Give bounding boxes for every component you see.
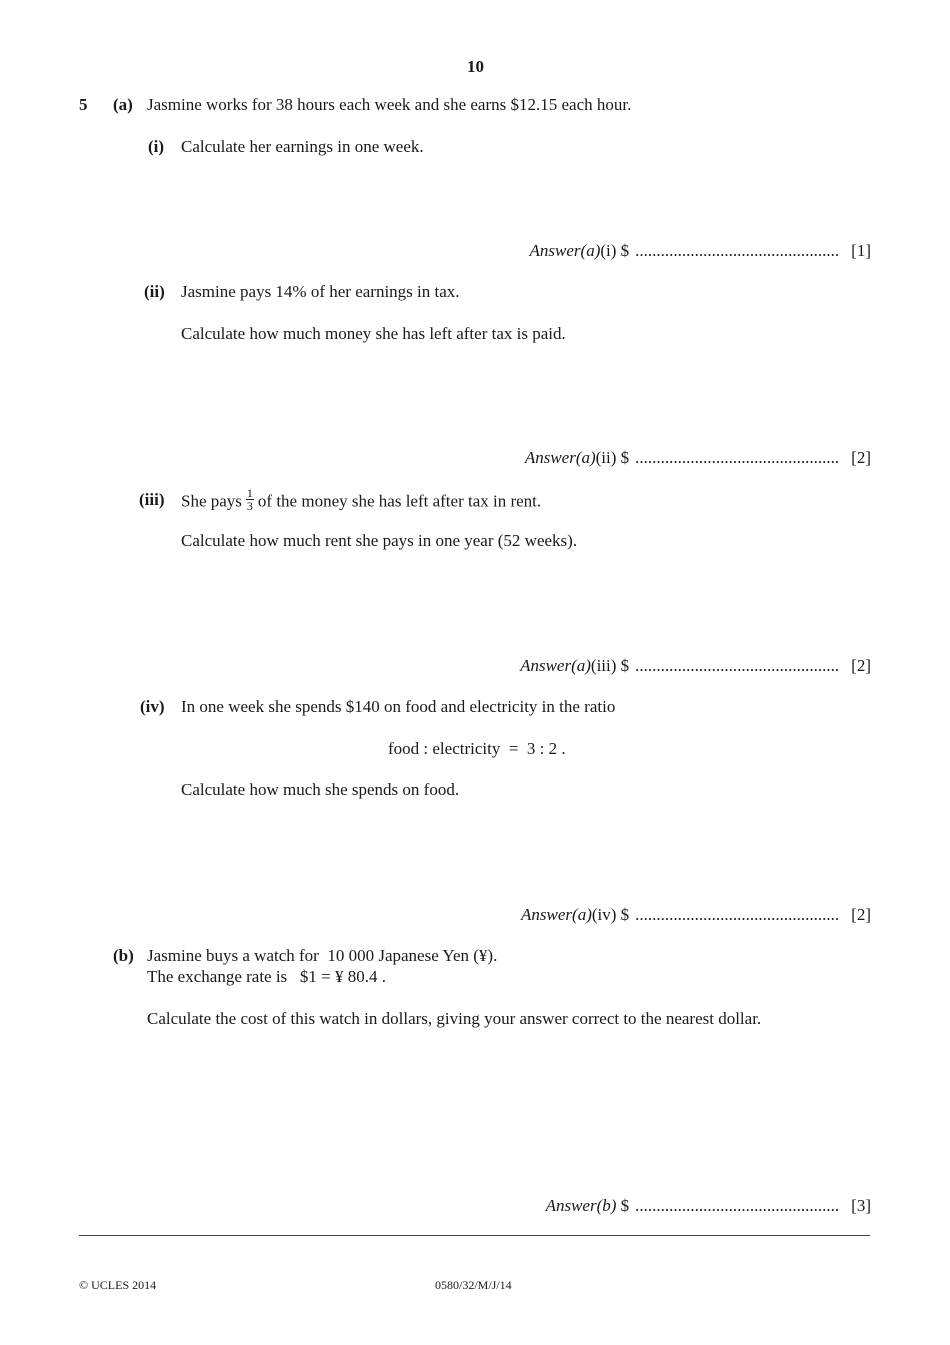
ratio-equation: food : electricity = 3 : 2 .: [388, 739, 566, 758]
answer-a-i-marks: [1]: [851, 241, 871, 260]
fraction-denominator: 3: [246, 499, 253, 513]
part-a-i-text: Calculate her earnings in one week.: [181, 137, 424, 156]
answer-a-ii-label-italic: Answer(a): [524, 448, 596, 467]
answer-b-label-italic: Answer(b): [545, 1196, 617, 1215]
answer-a-iii-label-italic: Answer(a): [520, 656, 591, 675]
answer-a-iv-marks: [2]: [851, 905, 871, 924]
part-a-iii-text1-before: She pays: [181, 491, 242, 511]
answer-a-ii-label-suffix: (ii) $: [595, 448, 630, 467]
part-a-iii-text1: [181, 486, 542, 515]
part-b-line1: Jasmine buys a watch for 10 000 Japanese Yen (¥).: [147, 946, 498, 965]
footer-divider: [79, 1235, 870, 1236]
page-number: 10: [467, 57, 484, 76]
answer-a-i-line: [530, 241, 871, 261]
answer-a-ii-marks: [2]: [851, 448, 871, 467]
footer-copyright: © UCLES 2014: [79, 1278, 157, 1292]
part-b-label: (b): [113, 946, 134, 965]
part-a-iv-label: (iv): [140, 697, 165, 716]
part-a-iv-text1: In one week she spends $140 on food and electricity in the ratio: [181, 697, 616, 716]
answer-a-iii-line: [520, 656, 871, 676]
part-b-line2: The exchange rate is $1 = ¥ 80.4 .: [147, 967, 387, 986]
answer-a-iii-marks: [2]: [851, 656, 871, 675]
part-a-i-label: (i): [148, 137, 165, 156]
part-b-line3: Calculate the cost of this watch in dollars, giving your answer correct to the nearest dollar.: [147, 1009, 762, 1028]
part-a-iii-text1-after: of the money she has left after tax in rent.: [257, 491, 542, 511]
question-number: 5: [79, 95, 88, 114]
one-third-fraction: [246, 487, 254, 512]
answer-a-ii-line: [525, 448, 871, 468]
answer-a-iv-label-italic: Answer(a): [521, 905, 592, 924]
part-a-iii-text2: Calculate how much rent she pays in one year (52 weeks).: [181, 531, 578, 550]
part-a-ii-text1: Jasmine pays 14% of her earnings in tax.: [181, 282, 460, 301]
answer-a-i-label-suffix: (i) $: [600, 241, 630, 260]
answer-a-iv-line: [521, 905, 871, 925]
part-a-ii-text2: Calculate how much money she has left after tax is paid.: [181, 324, 566, 343]
part-a-label: (a): [113, 95, 133, 114]
answer-b-dots[interactable]: ................................................: [635, 1196, 840, 1215]
answer-a-iii-label-suffix: (iii) $: [590, 656, 630, 675]
answer-b-label-suffix: $: [616, 1196, 630, 1215]
part-a-ii-label: (ii): [144, 282, 165, 301]
part-a-iii-label: (iii): [139, 490, 165, 509]
answer-b-line: [546, 1196, 871, 1216]
answer-a-ii-dots[interactable]: ................................................: [635, 448, 840, 467]
fraction-numerator: 1: [246, 486, 253, 500]
answer-a-iv-dots[interactable]: ................................................: [635, 905, 840, 924]
answer-a-iii-dots[interactable]: ................................................: [635, 656, 840, 675]
answer-a-iv-label-suffix: (iv) $: [591, 905, 630, 924]
answer-a-i-dots[interactable]: ................................................: [635, 241, 840, 260]
footer-paper-code: 0580/32/M/J/14: [435, 1278, 512, 1292]
part-a-iv-text2: Calculate how much she spends on food.: [181, 780, 460, 799]
part-a-stem: Jasmine works for 38 hours each week and she earns $12.15 each hour.: [147, 95, 632, 114]
answer-b-marks: [3]: [851, 1196, 871, 1215]
answer-a-i-label-italic: Answer(a): [529, 241, 601, 260]
